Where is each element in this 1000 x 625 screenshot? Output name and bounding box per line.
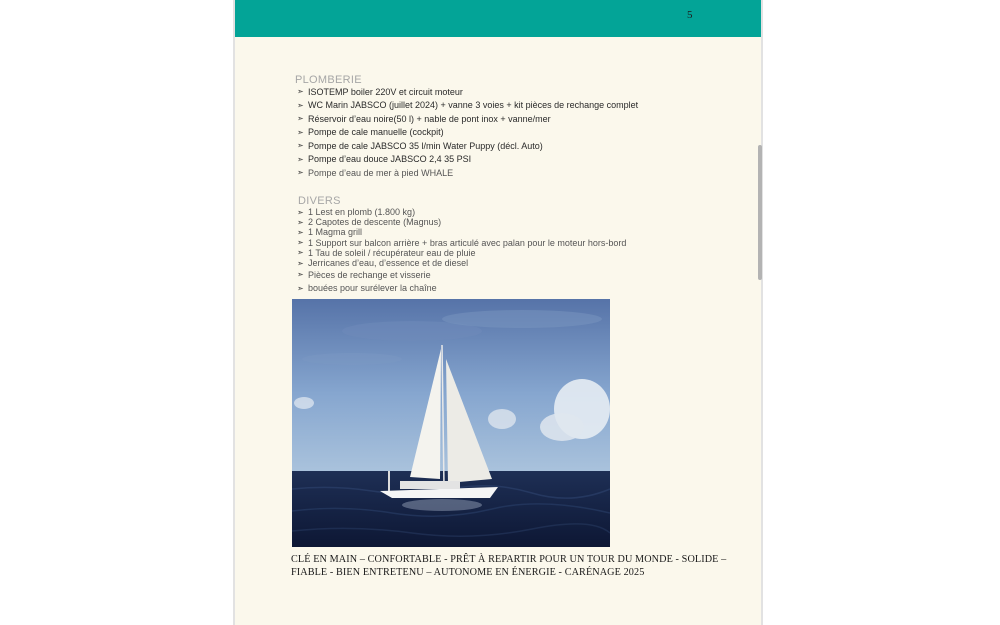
list-item xyxy=(297,248,626,258)
list-item xyxy=(297,99,638,113)
list-item xyxy=(297,112,638,126)
arrow-bullet-icon: ➣ xyxy=(297,114,304,124)
list-item xyxy=(297,207,626,217)
list-item-text: 1 Support sur balcon arrière + bras articulé avec palan pour le moteur hors-bord xyxy=(308,237,627,248)
arrow-bullet-icon: ➣ xyxy=(297,141,304,151)
list-item-text: 1 Magma grill xyxy=(308,227,363,238)
list-item-text: bouées pour surélever la chaîne xyxy=(308,283,437,294)
divers-list xyxy=(297,207,626,295)
list-item-text: Pompe de cale manuelle (cockpit) xyxy=(308,127,444,138)
list-item-text: 1 Lest en plomb (1.800 kg) xyxy=(308,207,416,218)
arrow-bullet-icon: ➣ xyxy=(297,270,304,280)
list-item-text: 2 Capotes de descente (Magnus) xyxy=(308,217,442,228)
list-item xyxy=(297,85,638,99)
caption-text xyxy=(291,553,731,579)
vertical-scrollbar[interactable] xyxy=(756,0,764,625)
list-item xyxy=(297,238,626,248)
arrow-bullet-icon: ➣ xyxy=(297,168,304,178)
arrow-bullet-icon: ➣ xyxy=(297,100,304,110)
page-header-band xyxy=(235,0,761,37)
list-item-text: Réservoir d’eau noire(50 l) + nable de pont inox + vanne/mer xyxy=(308,113,551,124)
arrow-bullet-icon: ➣ xyxy=(297,87,304,97)
arrow-bullet-icon: ➣ xyxy=(297,283,304,293)
arrow-bullet-icon: ➣ xyxy=(297,217,304,227)
list-item xyxy=(297,166,638,180)
document-page xyxy=(235,0,761,625)
caption-line-1: CLÉ EN MAIN – CONFORTABLE - PRÊT À REPARTIR POUR UN TOUR DU MONDE - SOLIDE – xyxy=(291,554,727,565)
list-item xyxy=(297,139,638,153)
list-item xyxy=(297,153,638,167)
list-item xyxy=(297,258,626,268)
arrow-bullet-icon: ➣ xyxy=(297,248,304,258)
scrollbar-thumb[interactable] xyxy=(758,145,762,280)
arrow-bullet-icon: ➣ xyxy=(297,207,304,217)
arrow-bullet-icon: ➣ xyxy=(297,238,304,248)
section-title-plomberie: PLOMBERIE xyxy=(295,74,362,86)
arrow-bullet-icon: ➣ xyxy=(297,258,304,268)
list-item-text: 1 Tau de soleil / récupérateur eau de pluie xyxy=(308,247,476,258)
list-item-text: Pompe d’eau douce JABSCO 2,4 35 PSI xyxy=(308,154,472,165)
caption-line-2: FIABLE - BIEN ENTRETENU – AUTONOME EN ÉNERGIE - CARÉNAGE 2025 xyxy=(291,567,645,578)
list-item xyxy=(297,268,626,282)
list-item-text: Jerricanes d’eau, d’essence et de diesel xyxy=(308,258,469,269)
list-item-text: ISOTEMP boiler 220V et circuit moteur xyxy=(308,86,463,97)
list-item xyxy=(297,126,638,140)
arrow-bullet-icon: ➣ xyxy=(297,227,304,237)
list-item-text: Pièces de rechange et visserie xyxy=(308,269,431,280)
section-title-divers: DIVERS xyxy=(298,195,341,207)
list-item xyxy=(297,282,626,296)
list-item-text: Pompe de cale JABSCO 35 l/min Water Puppy (décl. Auto) xyxy=(308,140,543,151)
list-item-text: Pompe d’eau de mer à pied WHALE xyxy=(308,167,454,178)
plomberie-list xyxy=(297,85,638,180)
list-item xyxy=(297,217,626,227)
sailboat-photo xyxy=(292,299,610,547)
list-item-text: WC Marin JABSCO (juillet 2024) + vanne 3 voies + kit pièces de rechange complet xyxy=(308,100,639,111)
arrow-bullet-icon: ➣ xyxy=(297,127,304,137)
arrow-bullet-icon: ➣ xyxy=(297,154,304,164)
page-number: 5 xyxy=(687,9,693,21)
list-item xyxy=(297,227,626,237)
